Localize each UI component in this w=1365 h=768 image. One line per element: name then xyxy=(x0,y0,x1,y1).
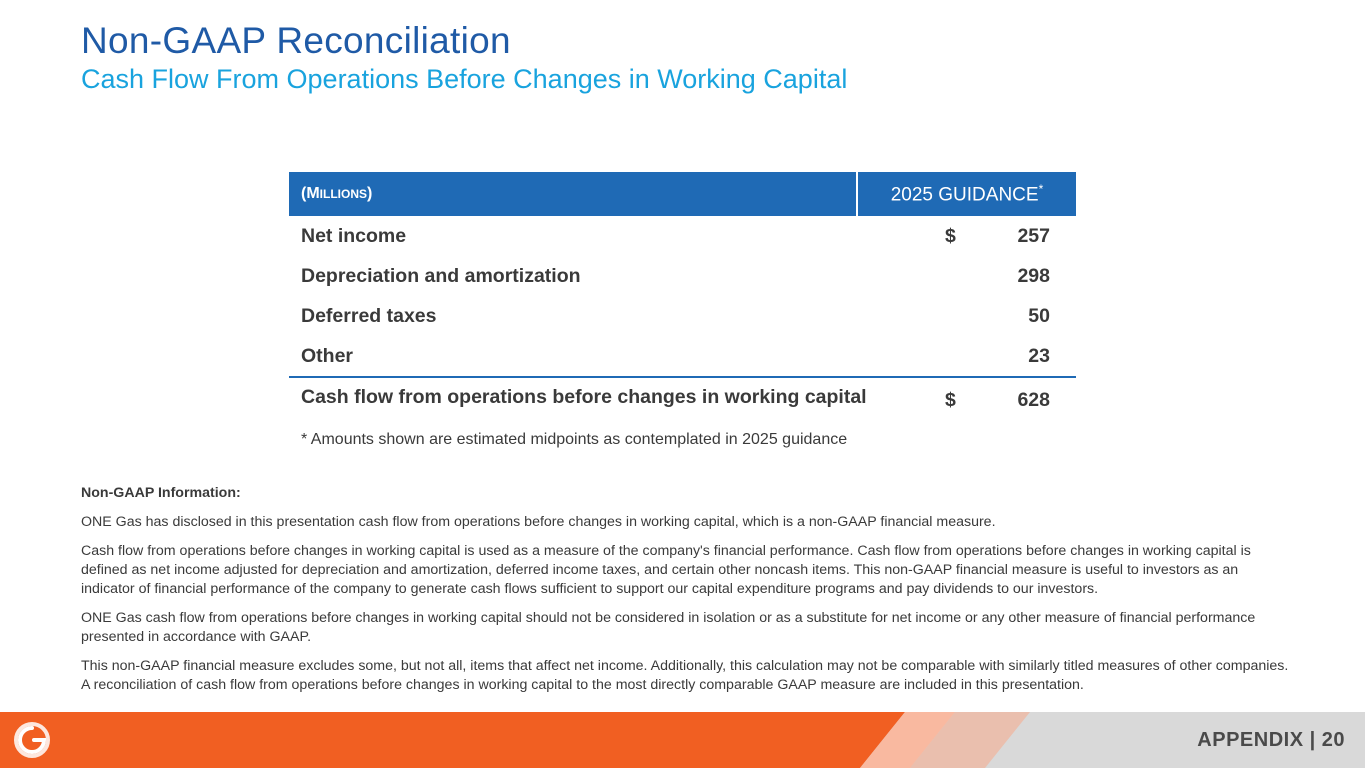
row-value: 257 xyxy=(1017,224,1050,247)
total-currency: $ xyxy=(945,389,956,411)
one-gas-logo-icon xyxy=(12,720,52,760)
row-label: Depreciation and amortization xyxy=(301,264,581,287)
row-label: Other xyxy=(301,344,354,367)
row-label: Net income xyxy=(301,224,407,247)
guidance-footnote-marker: * xyxy=(1038,181,1044,196)
row-value: 23 xyxy=(1028,344,1050,367)
non-gaap-info-section xyxy=(81,484,1291,705)
table-footnote: * Amounts shown are estimated midpoints as contemplated in 2025 guidance xyxy=(301,431,848,448)
footer-band xyxy=(0,712,1365,768)
table-row-deferred-taxes xyxy=(289,296,1076,336)
guidance-column-header-text: 2025 GUIDANCE xyxy=(890,184,1039,206)
row-value: 298 xyxy=(1017,264,1050,287)
row-label: Deferred taxes xyxy=(301,304,437,327)
info-heading: Non-GAAP Information: xyxy=(81,485,241,501)
footer-stripes xyxy=(0,712,1365,768)
table-header xyxy=(289,172,1076,216)
table-row-other xyxy=(289,336,1076,376)
table-row-total xyxy=(289,376,1076,418)
millions-column-header: (MILLIONS) xyxy=(289,172,858,216)
page-subtitle: Cash Flow From Operations Before Changes in Working Capital xyxy=(81,64,848,94)
row-currency: $ xyxy=(945,224,956,247)
page-title: Non-GAAP Reconciliation xyxy=(81,20,511,61)
info-paragraph: ONE Gas has disclosed in this presentation cash flow from operations before changes in working capital, which is a non-GAAP financial measure. xyxy=(81,514,996,530)
info-paragraph: Cash flow from operations before changes in working capital is used as a measure of the company's financial performance. Cash flow from operations before changes in working capital is defined as net income adjusted for depreciation and amortization, deferred income taxes, and certain other noncash items. This non-GAAP financial measure is useful to investors as an indicator of financial performance of the company to generate cash flows sufficient to support our capital expenditure programs and pay dividends to our investors. xyxy=(81,543,1251,597)
table-row-depreciation xyxy=(289,256,1076,296)
reconciliation-table xyxy=(289,172,1076,449)
table-row-net-income xyxy=(289,216,1076,256)
row-value: 50 xyxy=(1028,304,1050,327)
total-value: 628 xyxy=(1017,389,1050,411)
appendix-page-label: APPENDIX | 20 xyxy=(1197,729,1345,751)
info-paragraph: This non-GAAP financial measure excludes some, but not all, items that affect net income. Additionally, this calculation may not be comparable with similarly titled measures of other companies. A reconciliation of cash flow from operations before changes in working capital to the most directly comparable GAAP measure are included in this presentation. xyxy=(81,658,1289,693)
info-paragraph: ONE Gas cash flow from operations before changes in working capital should not be considered in isolation or as a substitute for net income or any other measure of financial performance presented in accordance with GAAP. xyxy=(81,610,1256,645)
guidance-column-header xyxy=(858,182,1076,206)
total-label: Cash flow from operations before changes in working capital xyxy=(301,385,867,408)
